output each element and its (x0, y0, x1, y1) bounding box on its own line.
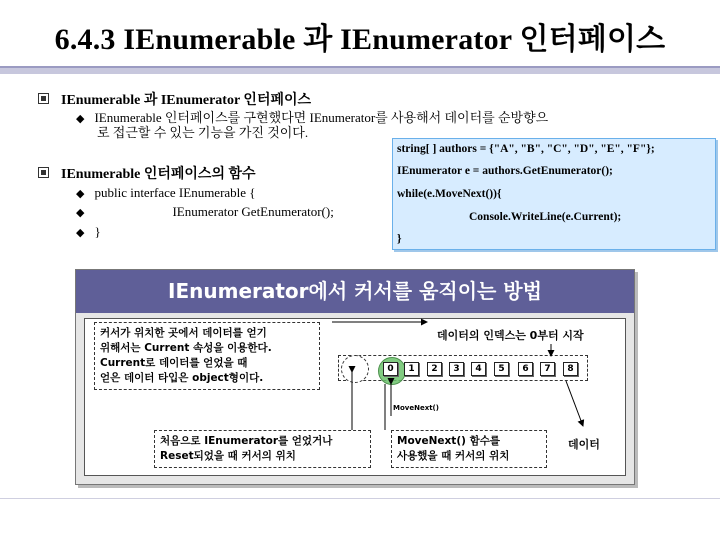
array-cell: 7 (540, 362, 555, 376)
index-start-label: 데이터의 인덱스는 0부터 시작 (437, 329, 584, 342)
array-cell: 8 (563, 362, 578, 376)
bullet-item-continued (97, 125, 308, 141)
bullet-item (76, 204, 334, 221)
note-line: Current로 데이터를 얻었을 때 (100, 357, 248, 369)
array-cell: 0 (383, 362, 398, 376)
square-bullet-icon (38, 167, 49, 178)
diamond-bullet-icon: ◆ (76, 188, 85, 200)
code-line: IEnumerator e = authors.GetEnumerator(); (397, 165, 613, 177)
bullet-heading-1 (38, 89, 311, 109)
movenext-label: MoveNext() (393, 404, 439, 412)
diamond-bullet-icon: ◆ (76, 207, 85, 219)
bullet-item-text: public interface IEnumerable { (94, 185, 256, 200)
square-bullet-icon (38, 93, 49, 104)
slide-title: 6.4.3 IEnumerable 과 IEnumerator 인터페이스 (54, 23, 666, 56)
bullet-item-text: IEnumerable 인터페이스를 구현했다면 IEnumerator를 사용해서 데이터를 순방향으 (94, 110, 549, 125)
bullet-item (76, 185, 256, 202)
note-line: Reset되었을 때 커서의 위치 (160, 450, 296, 462)
bullet-item-text: } (94, 224, 101, 239)
code-line: Console.WriteLine(e.Current); (469, 211, 622, 223)
note-line: 얻은 데이터 타입은 object형이다. (100, 372, 264, 384)
movenext-cursor-note (391, 430, 547, 468)
bullet-heading-text: IEnumerable 인터페이스의 함수 (61, 167, 256, 182)
bullet-item-text: IEnumerator GetEnumerator(); (172, 204, 334, 219)
data-label: 데이터 (568, 438, 600, 451)
array-cell: 4 (471, 362, 486, 376)
code-line: string[ ] authors = {"A", "B", "C", "D", "E", "F"}; (397, 143, 655, 155)
diagram-title: IEnumerator에서 커서를 움직이는 방법 (76, 270, 634, 313)
title-underline-dark (0, 66, 720, 68)
code-line: while(e.MoveNext()){ (397, 188, 502, 200)
array-cell: 5 (494, 362, 509, 376)
bullet-heading-text: IEnumerable 과 IEnumerator 인터페이스 (61, 93, 312, 108)
note-line: MoveNext() 함수를 (397, 435, 501, 447)
diamond-bullet-icon: ◆ (76, 113, 85, 125)
diamond-bullet-icon: ◆ (76, 227, 85, 239)
current-property-note (94, 322, 320, 390)
note-line: 처음으로 IEnumerator를 얻었거나 (160, 435, 333, 447)
array-cell: 1 (404, 362, 419, 376)
bullet-heading-2 (38, 163, 256, 183)
bullet-item-text: 로 접근할 수 있는 기능을 가진 것이다. (97, 125, 309, 140)
array-cell: 6 (518, 362, 533, 376)
footer-rule (0, 498, 720, 499)
array-cell: 2 (427, 362, 442, 376)
note-line: 사용했을 때 커서의 위치 (397, 450, 510, 462)
initial-cursor-note (154, 430, 371, 468)
code-sample-box (392, 138, 716, 250)
note-line: 위해서는 Current 속성을 이용한다. (100, 342, 272, 354)
bullet-item (76, 224, 101, 241)
note-line: 커서가 위치한 곳에서 데이터를 얻기 (100, 327, 267, 339)
array-cell: 3 (449, 362, 464, 376)
initial-cursor-position (341, 355, 369, 383)
code-line: } (397, 233, 402, 245)
